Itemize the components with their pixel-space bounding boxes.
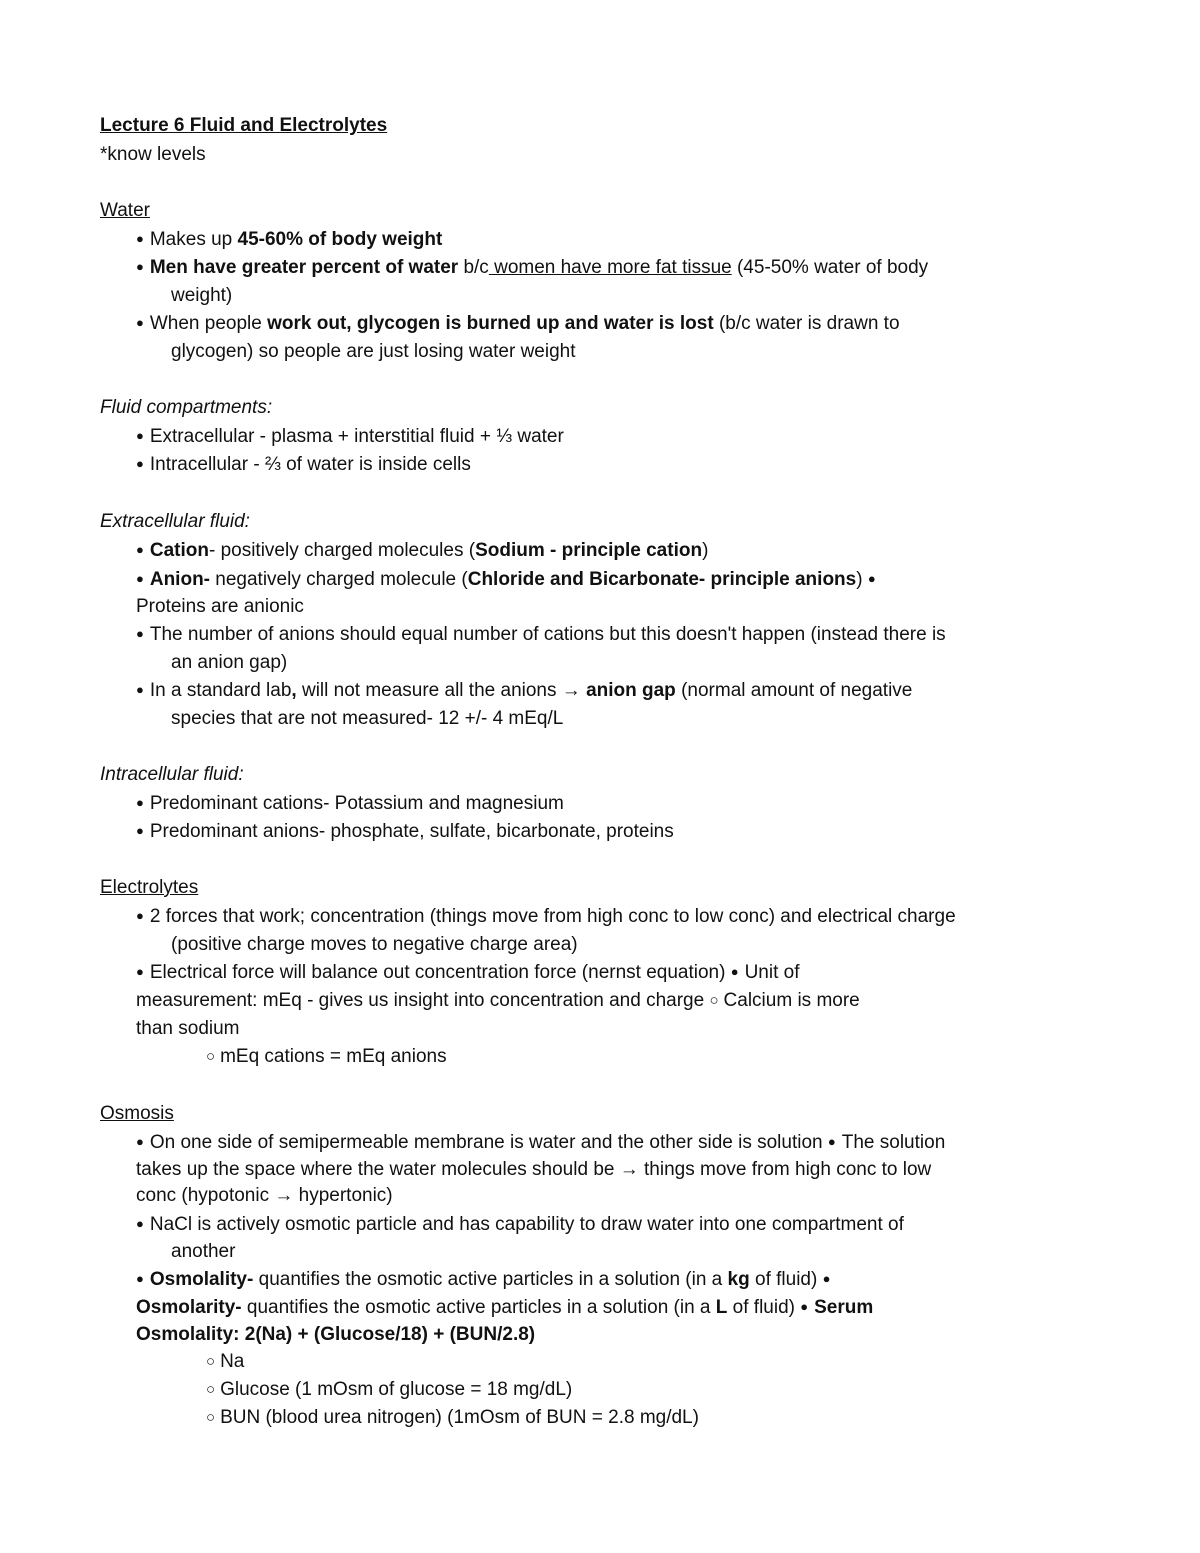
section-heading-electrolytes: Electrolytes <box>100 877 199 898</box>
bullet-icon: ● <box>136 964 144 979</box>
list-item: ● Anion- negatively charged molecule (Chloride and Bicarbonate- principle anions) ● <box>136 569 876 590</box>
list-item: ● Predominant anions- phosphate, sulfate, bicarbonate, proteins <box>136 821 674 842</box>
list-item-continuation: weight) <box>171 285 233 306</box>
list-item-continuation: another <box>171 1241 236 1262</box>
bullet-icon: ● <box>136 1216 144 1231</box>
bullet-icon: ● <box>136 259 144 274</box>
list-item: ● The number of anions should equal number of cations but this doesn't happen (instead there is <box>136 624 946 645</box>
list-item: ● Cation- positively charged molecules (Sodium - principle cation) <box>136 540 709 561</box>
sub-bullet-icon: ○ <box>206 1048 216 1065</box>
list-item: ● Electrical force will balance out concentration force (nernst equation) ● Unit of <box>136 962 800 983</box>
list-item-continuation: Osmolality: 2(Na) + (Glucose/18) + (BUN/2.8) <box>136 1324 536 1345</box>
list-item-continuation: takes up the space where the water molecules should be → things move from high conc to low <box>136 1159 932 1180</box>
bullet-icon: ● <box>136 682 144 697</box>
bullet-icon: ● <box>136 571 144 586</box>
bullet-icon: ● <box>136 1271 144 1286</box>
list-item-continuation: Osmolarity- quantifies the osmotic active particles in a solution (in a L of fluid) ● Serum <box>136 1297 874 1318</box>
sub-bullet-icon: ○ <box>206 1381 216 1398</box>
section-heading-fluid-compartments: Fluid compartments: <box>100 397 273 418</box>
list-item: ● In a standard lab, will not measure all the anions → anion gap (normal amount of negative <box>136 680 913 701</box>
list-item: ● On one side of semipermeable membrane is water and the other side is solution ● The solution <box>136 1132 946 1153</box>
list-item: ● Predominant cations- Potassium and magnesium <box>136 793 564 814</box>
list-item: ● Men have greater percent of water b/c women have more fat tissue (45-50% water of body <box>136 257 929 278</box>
sub-bullet-icon: ○ <box>206 1409 216 1426</box>
list-item: ● Osmolality- quantifies the osmotic active particles in a solution (in a kg of fluid) ● <box>136 1269 831 1290</box>
bullet-icon: ● <box>822 1271 831 1286</box>
list-item: ● Intracellular - ⅔ of water is inside cells <box>136 454 471 475</box>
section-heading-extracellular-fluid: Extracellular fluid: <box>100 511 250 532</box>
section-heading-osmosis: Osmosis <box>100 1103 174 1124</box>
bullet-icon: ● <box>136 456 144 471</box>
bullet-icon: ● <box>730 964 739 979</box>
list-item-continuation: an anion gap) <box>171 652 288 673</box>
section-heading-water: Water <box>100 200 150 221</box>
bullet-icon: ● <box>136 315 144 330</box>
bullet-icon: ● <box>136 542 144 557</box>
bullet-icon: ● <box>827 1134 836 1149</box>
list-item: ● NaCl is actively osmotic particle and has capability to draw water into one compartment of <box>136 1214 904 1235</box>
list-item-continuation: conc (hypotonic → hypertonic) <box>136 1185 393 1206</box>
list-item-continuation: than sodium <box>136 1018 240 1039</box>
bullet-icon: ● <box>136 823 144 838</box>
list-item-continuation: glycogen) so people are just losing water weight <box>171 341 576 362</box>
list-item-continuation: measurement: mEq - gives us insight into concentration and charge ○ Calcium is more <box>136 990 860 1011</box>
sub-bullet-icon: ○ <box>709 992 719 1009</box>
bullet-icon: ● <box>136 231 144 246</box>
sub-list-item: ○ BUN (blood urea nitrogen) (1mOsm of BUN = 2.8 mg/dL) <box>206 1407 699 1428</box>
bullet-icon: ● <box>136 1134 144 1149</box>
bullet-icon: ● <box>136 795 144 810</box>
bullet-icon: ● <box>136 626 144 641</box>
sub-bullet-icon: ○ <box>206 1353 216 1370</box>
know-levels-note: *know levels <box>100 144 206 165</box>
bullet-icon: ● <box>136 908 144 923</box>
sub-list-item: ○ Na <box>206 1351 245 1372</box>
sub-list-item: ○ mEq cations = mEq anions <box>206 1046 447 1067</box>
list-item: ● Extracellular - plasma + interstitial fluid + ⅓ water <box>136 426 564 447</box>
section-heading-intracellular-fluid: Intracellular fluid: <box>100 764 244 785</box>
list-item: ● Makes up 45-60% of body weight <box>136 229 443 250</box>
list-item: ● 2 forces that work; concentration (things move from high conc to low conc) and electrical charge <box>136 906 956 927</box>
list-item-continuation: species that are not measured- 12 +/- 4 mEq/L <box>171 708 564 729</box>
list-item-continuation: (positive charge moves to negative charge area) <box>171 934 578 955</box>
list-item-continuation: Proteins are anionic <box>136 596 304 617</box>
bullet-icon: ● <box>800 1299 809 1314</box>
list-item: ● When people work out, glycogen is burned up and water is lost (b/c water is drawn to <box>136 313 900 334</box>
bullet-icon: ● <box>136 428 144 443</box>
sub-list-item: ○ Glucose (1 mOsm of glucose = 18 mg/dL) <box>206 1379 573 1400</box>
bullet-icon: ● <box>867 571 876 586</box>
page-title: Lecture 6 Fluid and Electrolytes <box>100 115 388 136</box>
